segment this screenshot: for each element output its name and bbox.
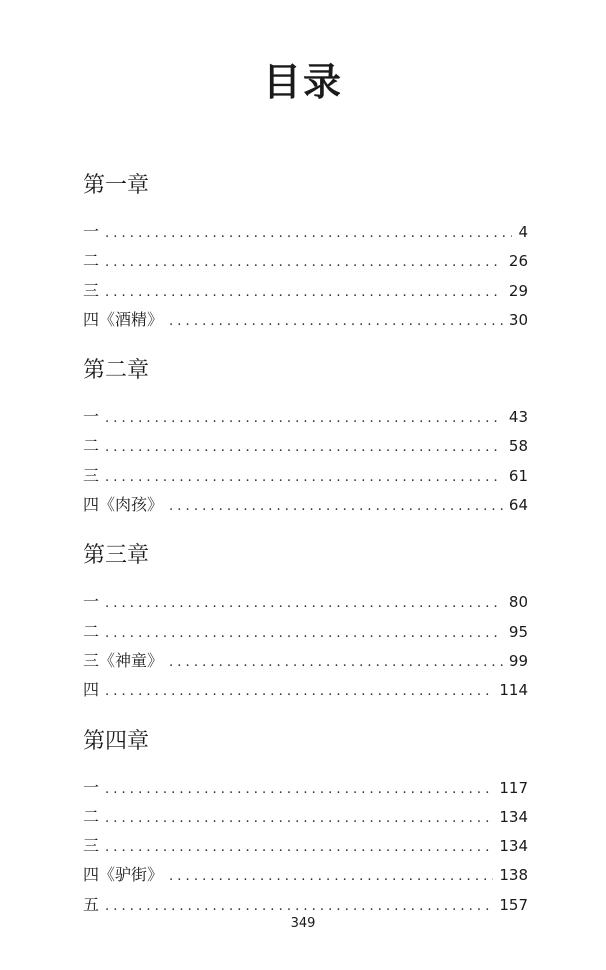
toc-entry[interactable] [83,802,528,831]
entry-page: 138 [499,866,528,885]
entry-number: 一 [83,592,100,612]
entry-number: 五 [83,894,100,914]
chapter-2 [83,355,528,519]
entry-title: 《神童》 [99,650,164,670]
dot-leader [105,892,493,919]
entry-page: 157 [499,895,528,914]
entry-number: 二 [83,806,100,826]
entry-number: 四 [83,680,100,700]
chapter-3 [83,540,528,704]
entry-page: 117 [499,778,528,797]
toc-entry[interactable] [83,490,528,519]
entry-number: 四 [83,865,100,885]
entry-number: 一 [83,777,100,797]
toc-entry[interactable] [83,587,528,616]
toc-entry[interactable] [83,431,528,460]
entry-number: 三 [83,465,100,485]
dot-leader [105,219,512,246]
toc-entry[interactable] [83,890,528,919]
toc-entry[interactable] [83,617,528,646]
entry-page: 43 [508,408,528,427]
chapter-heading: 第四章 [83,728,150,754]
entry-number: 四 [83,309,100,329]
page-title: 目录 [262,60,343,104]
toc-entry[interactable] [83,646,528,675]
toc-entry[interactable] [83,860,528,889]
entry-number: 三 [83,836,100,856]
entry-page: 30 [508,310,528,329]
dot-leader [105,775,493,802]
entry-page: 95 [508,622,528,641]
entry-page: 114 [499,681,528,700]
entry-number: 一 [83,222,100,241]
toc-entry[interactable] [83,402,528,431]
dot-leader [169,307,503,334]
toc-entry[interactable] [83,461,528,490]
table-of-contents [83,170,528,940]
entry-number: 三 [83,650,100,670]
dot-leader [105,589,503,616]
entry-number: 二 [83,251,100,271]
dot-leader [105,619,503,646]
chapter-heading: 第三章 [83,543,150,569]
dot-leader [169,862,493,889]
toc-entry[interactable] [83,305,528,334]
dot-leader [105,833,493,860]
chapter-4 [83,726,528,919]
toc-entry[interactable] [83,246,528,275]
entry-page: 58 [508,437,528,456]
chapter-heading: 第二章 [83,358,150,384]
dot-leader [105,433,503,460]
entry-page: 29 [508,281,528,300]
page-number: 349 [290,916,316,931]
entry-number: 四 [83,495,100,515]
dot-leader [105,248,503,275]
dot-leader [105,804,493,831]
entry-number: 一 [83,407,100,427]
entry-page: 134 [499,807,528,826]
dot-leader [105,278,503,305]
chapter-1 [83,170,528,334]
entry-title: 《酒精》 [99,309,164,329]
entry-number: 二 [83,621,100,641]
entry-number: 二 [83,436,100,456]
dot-leader [105,404,503,431]
toc-entry[interactable] [83,773,528,802]
entry-page: 4 [518,223,528,241]
toc-entry[interactable] [83,276,528,305]
dot-leader [169,492,503,519]
chapter-heading: 第一章 [83,173,150,198]
toc-entry[interactable] [83,675,528,704]
entry-page: 80 [508,593,528,612]
entry-title: 《驴街》 [99,865,164,885]
toc-entry[interactable] [83,831,528,860]
entry-title: 《肉孩》 [99,495,164,515]
entry-page: 26 [508,252,528,271]
dot-leader [105,463,503,490]
dot-leader [169,648,503,675]
entry-page: 134 [499,837,528,856]
entry-page: 61 [508,466,528,485]
dot-leader [105,677,493,704]
entry-number: 三 [83,280,100,300]
entry-page: 99 [508,651,528,670]
entry-page: 64 [508,496,528,515]
toc-entry[interactable] [83,217,528,246]
